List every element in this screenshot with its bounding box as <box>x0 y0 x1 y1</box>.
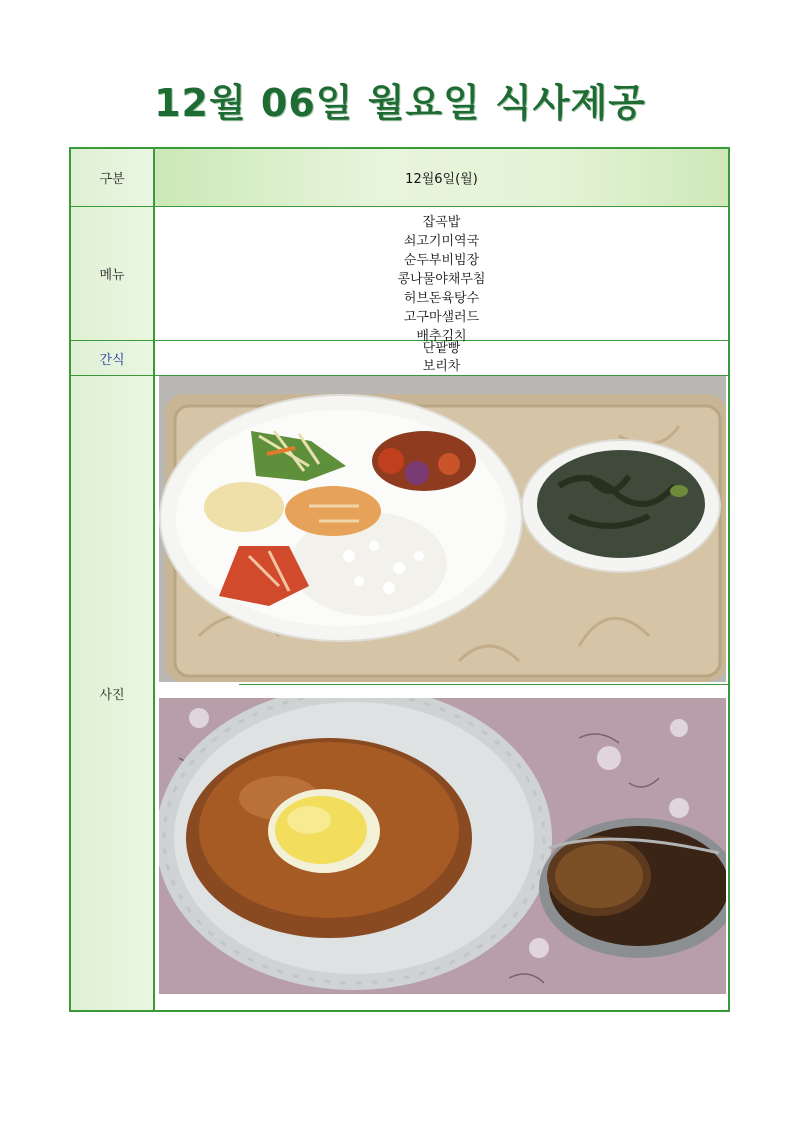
menu-row <box>71 207 728 344</box>
menu-list <box>155 207 728 344</box>
snack-label: 간식 <box>71 341 155 375</box>
snack-row <box>71 341 728 376</box>
menu-label: 메뉴 <box>71 207 155 340</box>
menu-item: 허브돈육탕수 <box>403 291 480 306</box>
menu-item: 배추김치 <box>416 329 467 344</box>
meal-photo <box>159 376 726 682</box>
photo-row <box>71 376 728 1010</box>
menu-item: 순두부비빔장 <box>403 253 480 268</box>
menu-item: 잡곡밥 <box>422 215 461 230</box>
header-row <box>71 149 728 207</box>
date-text: 12월6일(월) <box>405 172 478 187</box>
photo-label: 사진 <box>71 376 155 1010</box>
header-date <box>155 149 728 206</box>
header-label: 구분 <box>71 149 155 206</box>
snack-item: 보리차 <box>422 359 461 374</box>
snack-item: 단팥빵 <box>422 341 461 356</box>
menu-item: 콩나물야채무침 <box>397 272 486 287</box>
photo-divider <box>239 684 728 685</box>
menu-item: 고구마샐러드 <box>403 310 480 325</box>
photo-area <box>155 376 728 1010</box>
snack-list <box>155 341 728 375</box>
meal-table <box>69 147 730 1012</box>
page-title: 12월 06일 월요일 식사제공 <box>154 81 646 125</box>
snack-photo <box>159 698 726 994</box>
menu-item: 쇠고기미역국 <box>403 234 480 249</box>
